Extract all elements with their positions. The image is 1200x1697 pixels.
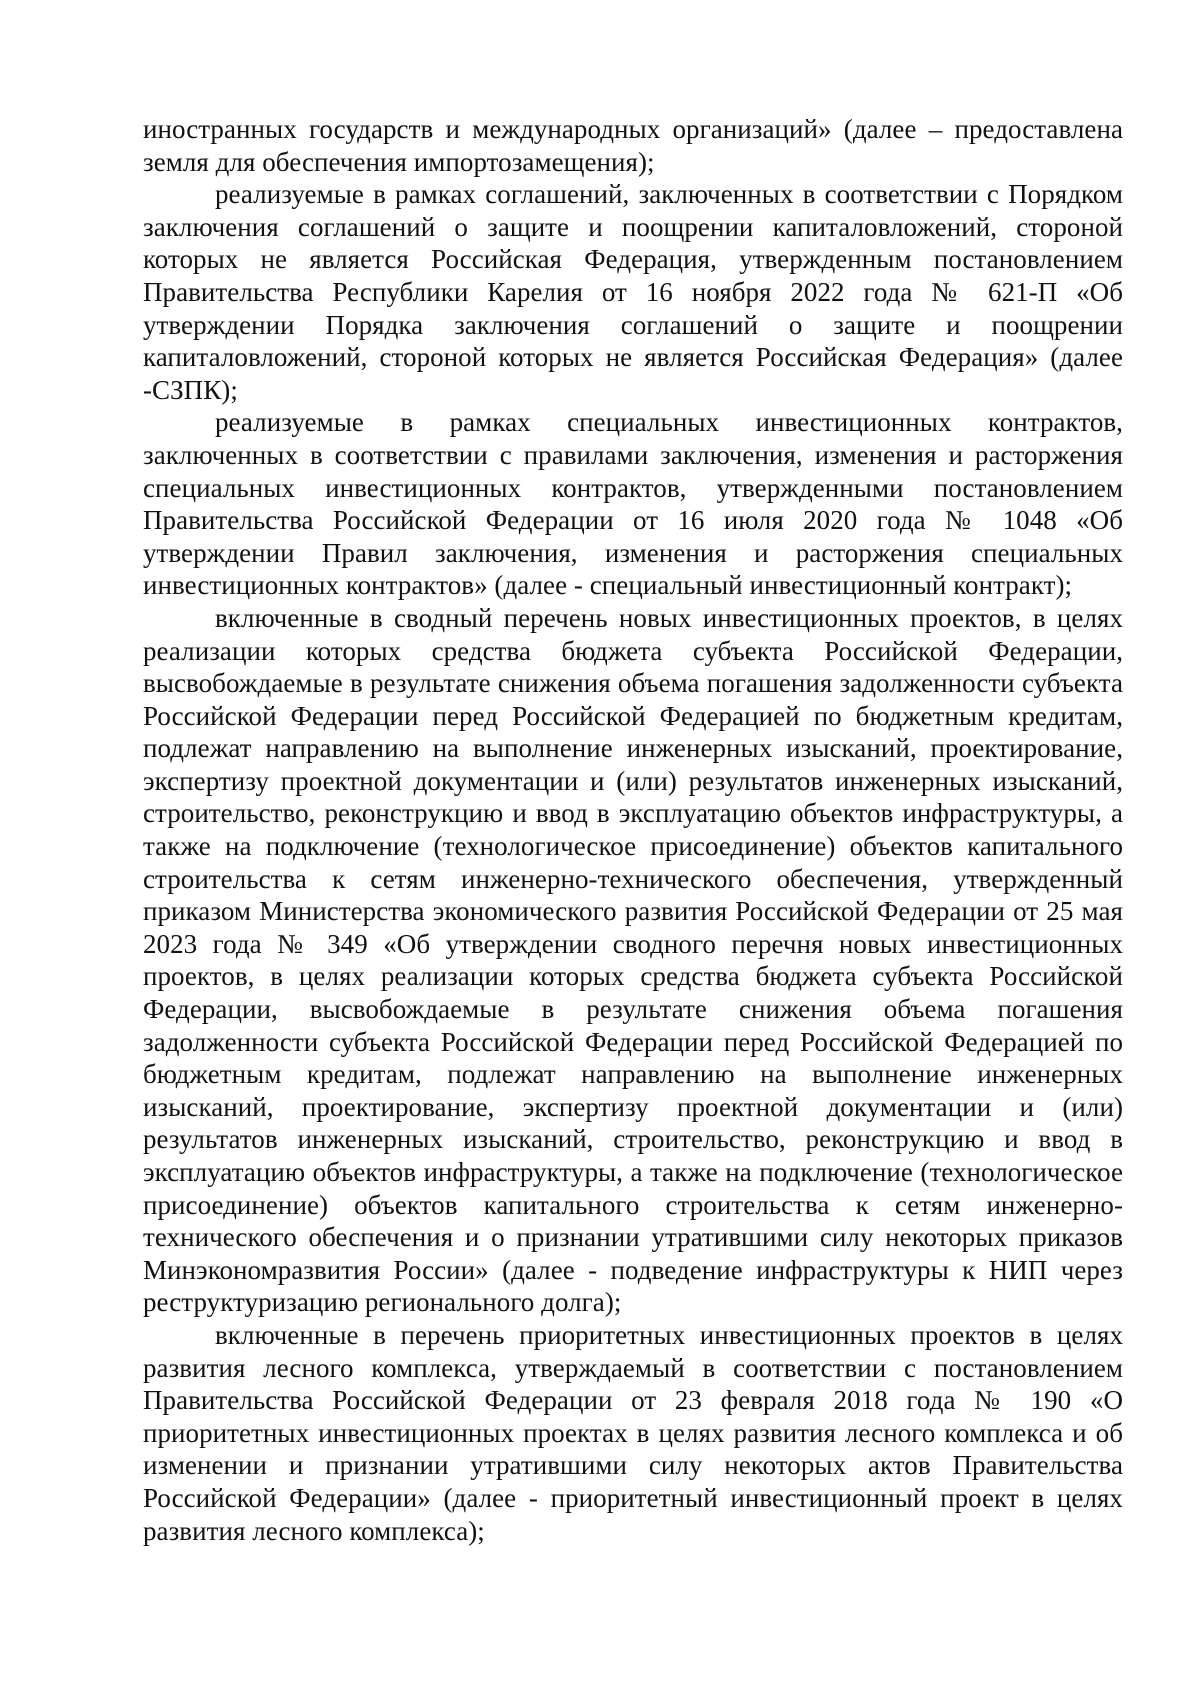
- paragraph-szpk: реализуемые в рамках соглашений, заключенных в соответствии с Порядком заключения соглашений о защите и поощрении капиталовложений, стороной которых не является Российская Федерация, утвержденным постановлением Правительства Республики Карелия от 16 ноября 2022 года № 621-П «Об утверждении Порядка заключения соглашений о защите и поощрении капиталовложений, стороной которых не является Российская Федерация» (далее -СЗПК);: [143, 179, 1123, 405]
- paragraph-special-investment-contract: реализуемые в рамках специальных инвестиционных контрактов, заключенных в соответствии с правилами заключения, изменения и расторжения специальных инвестиционных контрактов, утвержденными постановлением Правительства Российской Федерации от 16 июля 2020 года № 1048 «Об утверждении Правил заключения, изменения и расторжения специальных инвестиционных контрактов» (далее - специальный инвестиционный контракт);: [143, 407, 1123, 601]
- paragraph-forest-complex: включенные в перечень приоритетных инвестиционных проектов в целях развития лесного комплекса, утверждаемый в соответствии с постановлением Правительства Российской Федерации от 23 февраля 2018 года № 190 «О приоритетных инвестиционных проектах в целях развития лесного комплекса и об изменении и признании утратившими силу некоторых актов Правительства Российской Федерации» (далее - приоритетный инвестиционный проект в целях развития лесного комплекса);: [143, 1319, 1123, 1546]
- document-page: [143, 113, 1123, 1547]
- paragraph-import-substitution-tail: иностранных государств и международных организаций» (далее – предоставлена земля для обеспечения импортозамещения);: [143, 114, 1123, 177]
- paragraph-nip-infrastructure: включенные в сводный перечень новых инвестиционных проектов, в целях реализации которых средства бюджета субъекта Российской Федерации, высвобождаемые в результате снижения объема погашения задолженности субъекта Российской Федерации перед Российской Федерацией по бюджетным кредитам, подлежат направлению на выполнение инженерных изысканий, проектирование, экспертизу проектной документации и (или) результатов инженерных изысканий, строительство, реконструкцию и ввод в эксплуатацию объектов инфраструктуры, а также на подключение (технологическое присоединение) объектов капитального строительства к сетям инженерно-технического обеспечения, утвержденный приказом Министерства экономического развития Российской Федерации от 25 мая 2023 года № 349 «Об утверждении сводного перечня новых инвестиционных проектов, в целях реализации которых средства бюджета субъекта Российской Федерации, высвобождаемые в результате снижения объема погашения задолженности субъекта Российской Федерации перед Российской Федерацией по бюджетным кредитам, подлежат направлению на выполнение инженерных изысканий, проектирование, экспертизу проектной документации и (или) результатов инженерных изысканий, строительство, реконструкцию и ввод в эксплуатацию объектов инфраструктуры, а также на подключение (технологическое присоединение) объектов капитального строительства к сетям инженерно-технического обеспечения и о признании утратившими силу некоторых приказов Минэкономразвития России» (далее - подведение инфраструктуры к НИП через реструктуризацию регионального долга);: [143, 602, 1123, 1318]
